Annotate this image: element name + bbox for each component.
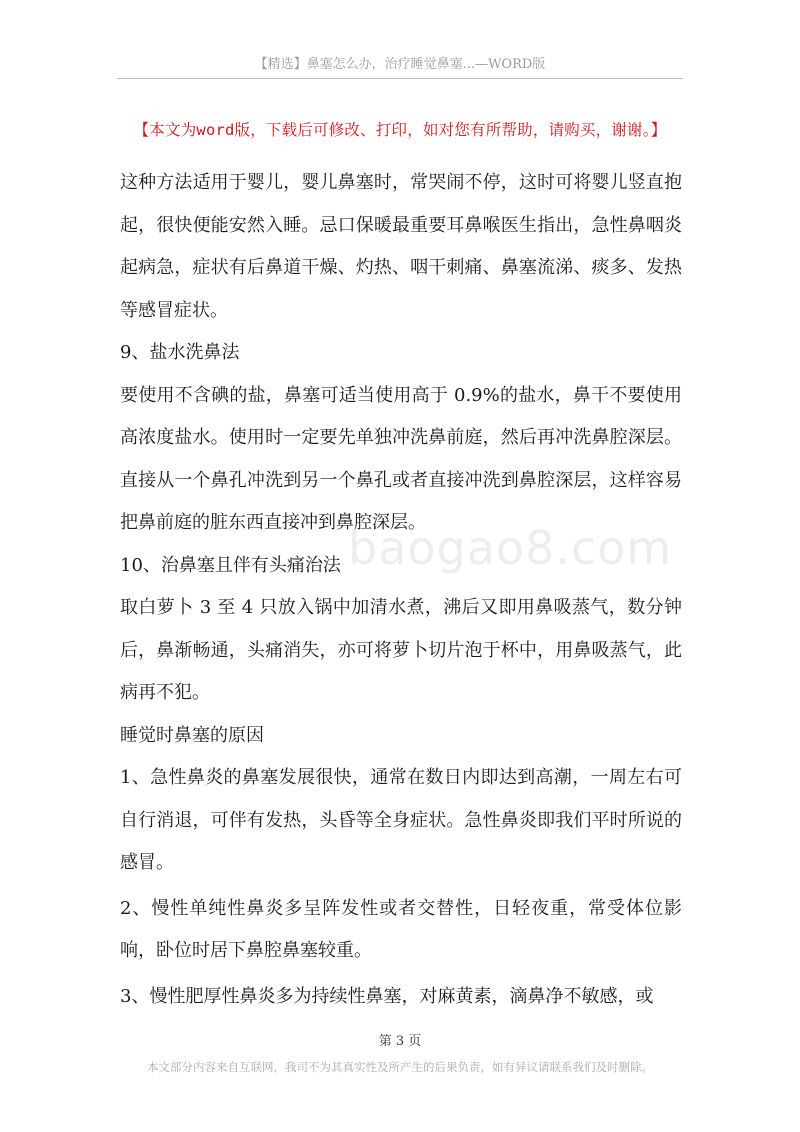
page-number: 第 3 页: [378, 1034, 422, 1049]
heading-saline-wash: 9、盐水洗鼻法: [120, 342, 240, 363]
document-body: [120, 162, 682, 1018]
heading-causes: 睡觉时鼻塞的原因: [120, 724, 264, 746]
paragraph-cause-chronic-hypertrophic: 3、慢性肥厚性鼻炎多为持续性鼻塞，对麻黄素，滴鼻净不敏感，或: [120, 985, 654, 1007]
paragraph-cause-chronic-simple: 2、慢性单纯性鼻炎多呈阵发性或者交替性，日轻夜重，常受体位影响，卧位时居下鼻腔鼻塞较重。: [120, 897, 682, 961]
watermark: baogao8.com: [348, 521, 673, 575]
header-divider: [117, 78, 683, 79]
heading-headache-remedy: 10、治鼻塞且伴有头痛治法: [120, 554, 341, 576]
paragraph-saline-wash: 要使用不含碘的盐，鼻塞可适当使用高于 0.9%的盐水，鼻干不要使用高浓度盐水。使用时一定要先单独冲洗鼻前庭，然后再冲洗鼻腔深层。直接从一个鼻孔冲洗到另一个鼻孔或者直接冲洗到鼻腔深层，这样容易把鼻前庭的脏东西直接冲到鼻腔深层。: [120, 384, 682, 533]
page-header: 【精选】鼻塞怎么办，治疗睡觉鼻塞...—WORD版: [254, 57, 546, 72]
download-notice: 【本文为word版，下载后可修改、打印，如对您有所帮助，请购买，谢谢。】: [133, 121, 667, 139]
page-footer-disclaimer: 本文部分内容来自互联网，我司不为其真实性及所产生的后果负责，如有异议请联系我们及时删除。: [147, 1060, 653, 1074]
paragraph-infant-method: 这种方法适用于婴儿，婴儿鼻塞时，常哭闹不停，这时可将婴儿竖直抱起，很快便能安然入睡。忌口保暖最重要耳鼻喉医生指出，急性鼻咽炎起病急，症状有后鼻道干燥、灼热、咽干刺痛、鼻塞流涕、痰多、发热等感冒症状。: [120, 172, 682, 321]
paragraph-radish-remedy: 取白萝卜 3 至 4 只放入锅中加清水煮，沸后又即用鼻吸蒸气，数分钟后，鼻渐畅通，头痛消失，亦可将萝卜切片泡于杯中，用鼻吸蒸气，此病再不犯。: [120, 597, 682, 703]
paragraph-cause-acute: 1、急性鼻炎的鼻塞发展很快，通常在数日内即达到高潮，一周左右可自行消退，可伴有发热，头昏等全身症状。急性鼻炎即我们平时所说的感冒。: [120, 767, 682, 873]
